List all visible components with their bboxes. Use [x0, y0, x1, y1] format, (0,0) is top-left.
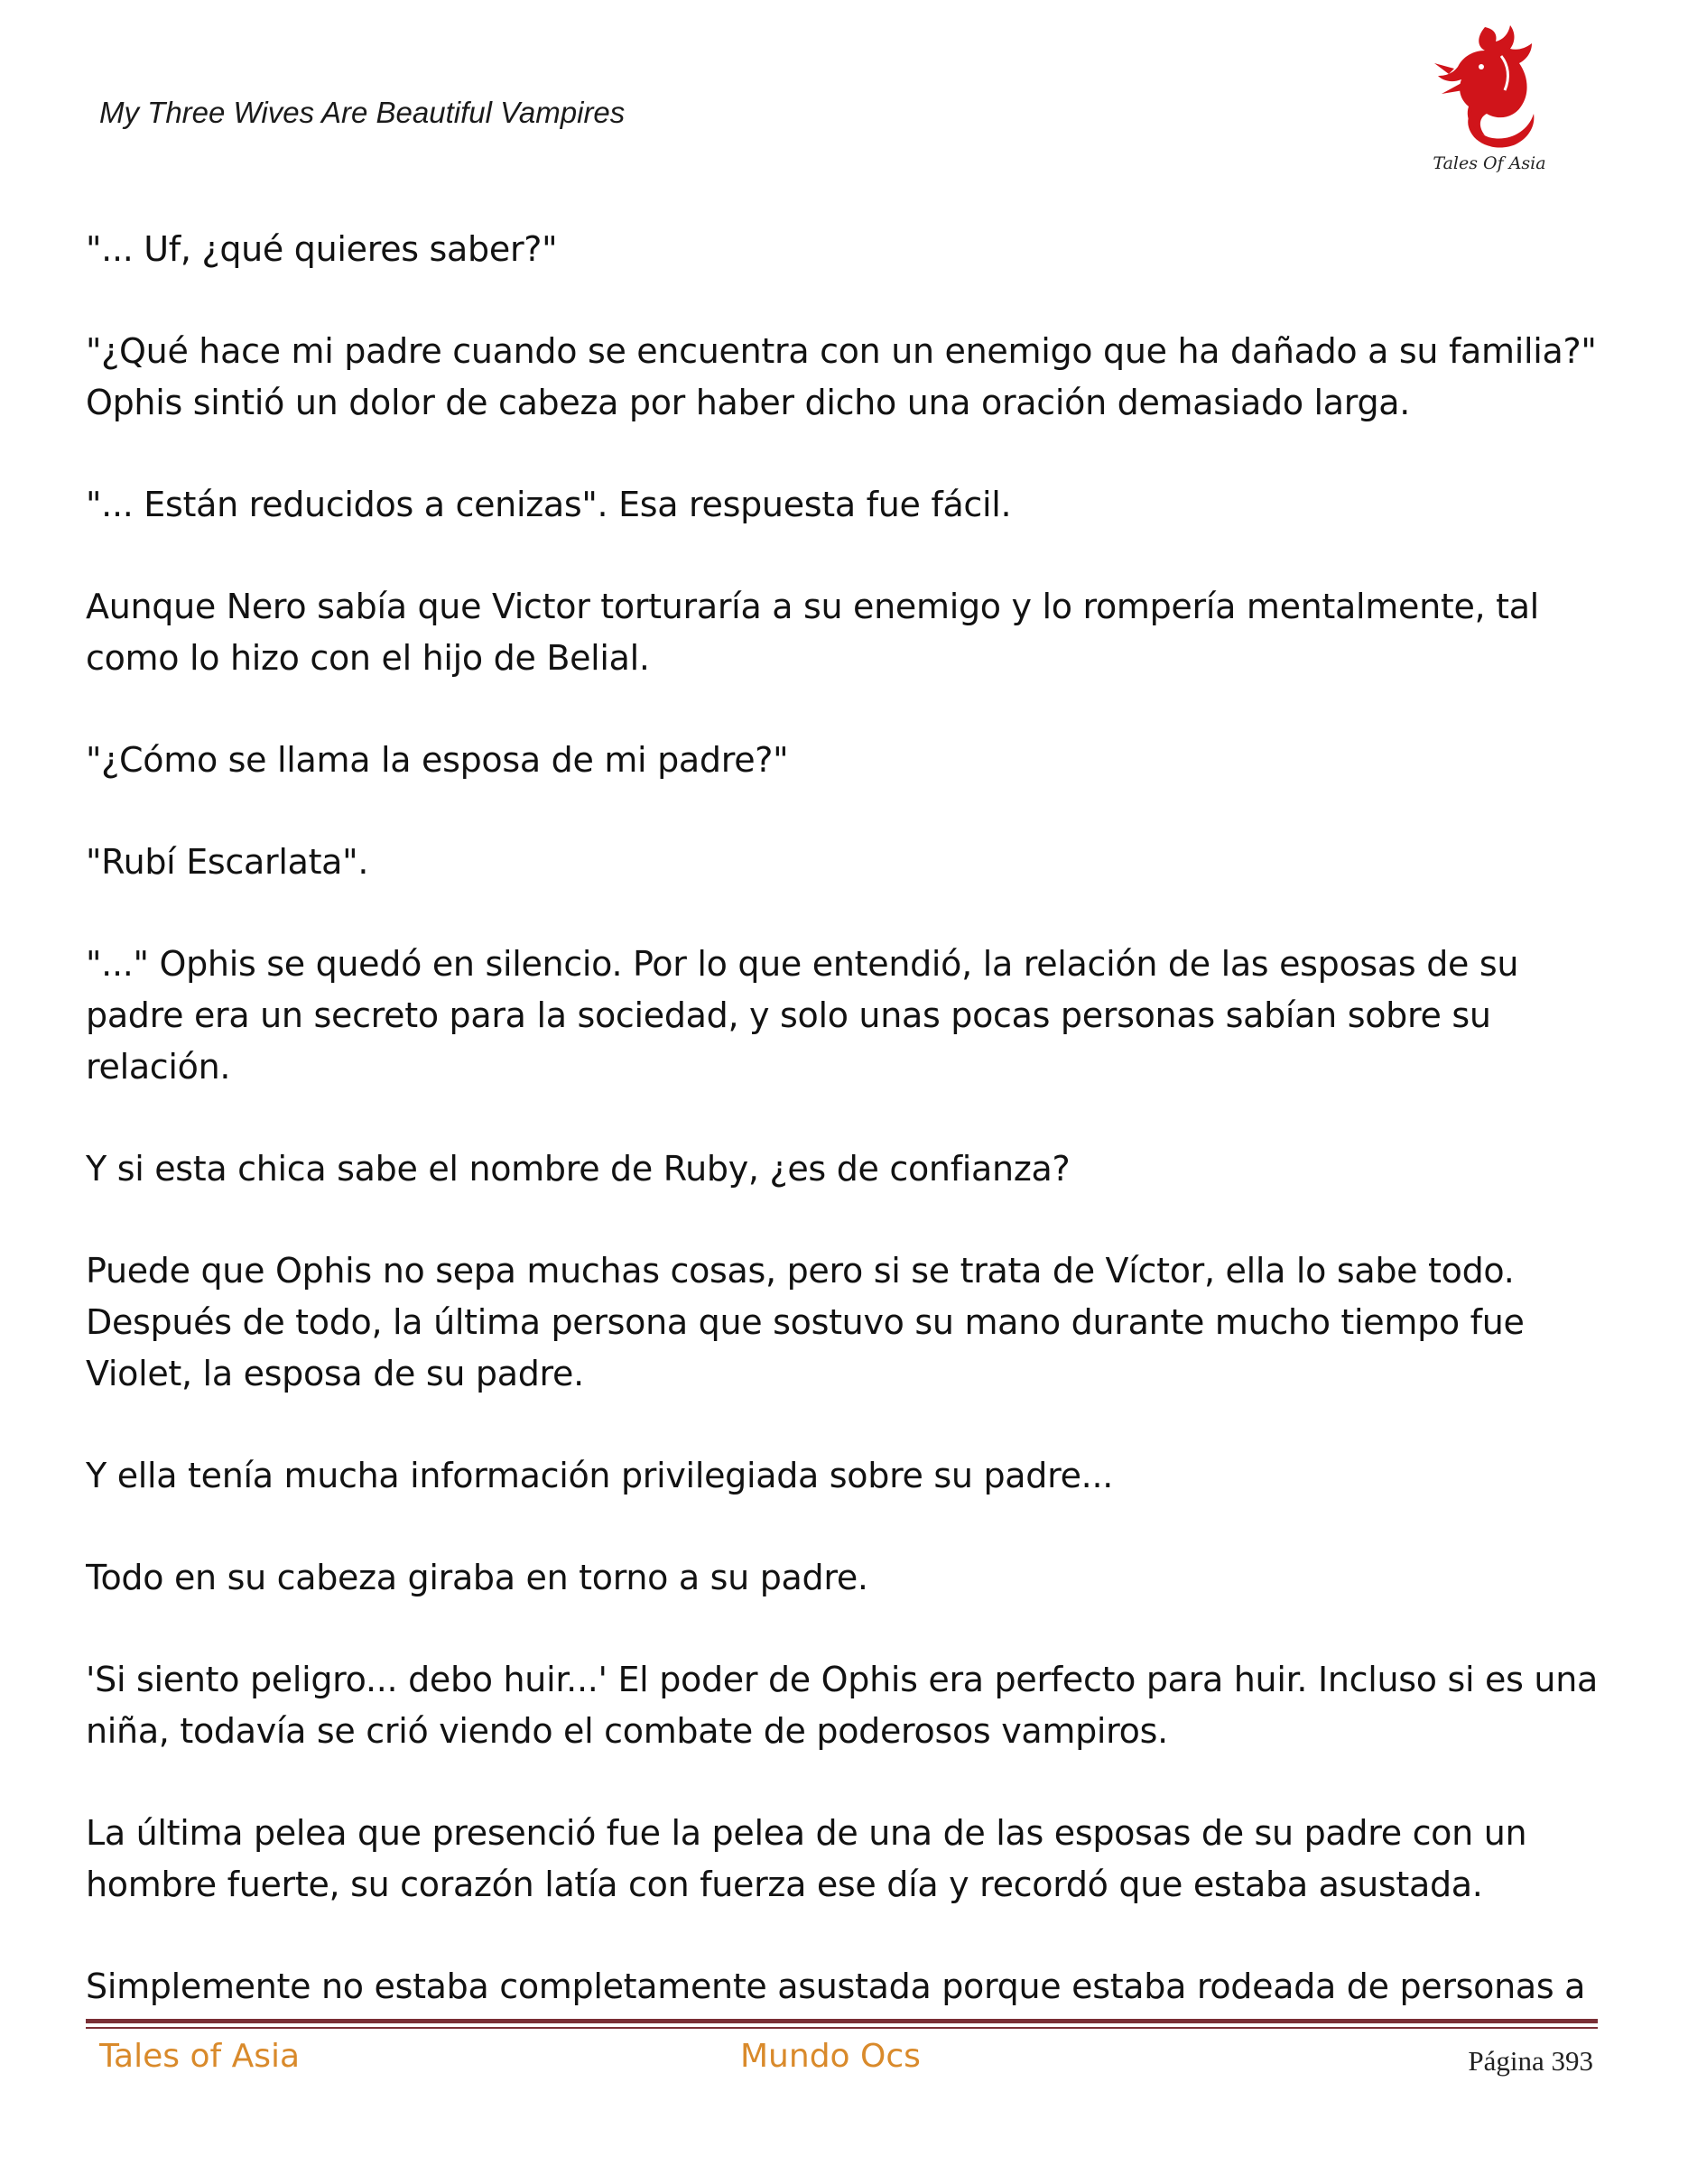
- footer-rule-thin: [86, 2027, 1598, 2029]
- paragraph: Aunque Nero sabía que Victor torturaría a su enemigo y lo rompería mentalmente, tal como lo hizo con el hijo de Belial.: [86, 587, 1539, 678]
- document-header-title: My Three Wives Are Beautiful Vampires: [99, 96, 626, 129]
- logo-text: Tales Of Asia: [1433, 153, 1546, 173]
- paragraph: "¿Cómo se llama la esposa de mi padre?": [86, 740, 789, 780]
- paragraph: "¿Qué hace mi padre cuando se encuentra con un enemigo que ha dañado a su familia?" Ophis sintió un dolor de cabeza por haber dicho una oración demasiado larga.: [86, 331, 1597, 422]
- paragraph: Y si esta chica sabe el nombre de Ruby, ¿es de confianza?: [86, 1149, 1071, 1189]
- paragraph: Y ella tenía mucha información privilegiada sobre su padre...: [86, 1456, 1114, 1495]
- paragraph: "... Uf, ¿qué quieres saber?": [86, 229, 558, 269]
- paragraph: "... Están reducidos a cenizas". Esa respuesta fue fácil.: [86, 485, 1012, 524]
- footer-rule: [86, 2019, 1598, 2023]
- paragraph: "..." Ophis se quedó en silencio. Por lo que entendió, la relación de las esposas de su padre era un secreto para la sociedad, y solo unas pocas personas sabían sobre su relación.: [86, 944, 1519, 1087]
- paragraph: 'Si siento peligro... debo huir...' El poder de Ophis era perfecto para huir. Incluso si es una niña, todavía se crió viendo el combate de poderosos vampiros.: [86, 1660, 1598, 1751]
- document-body: [86, 224, 1611, 2011]
- footer-translator: Mundo Ocs: [740, 2038, 921, 2075]
- paragraph: La última pelea que presenció fue la pelea de una de las esposas de su padre con un hombre fuerte, su corazón latía con fuerza ese día y recordó que estaba asustada.: [86, 1813, 1527, 1904]
- paragraph: Puede que Ophis no sepa muchas cosas, pero si se trata de Víctor, ella lo sabe todo. Después de todo, la última persona que sostuvo su mano durante mucho tiempo fue Violet, la esposa de su padre.: [86, 1251, 1525, 1393]
- page-number: Página 393: [1468, 2045, 1593, 2077]
- red-dragon-icon: [1422, 20, 1557, 155]
- paragraph: Todo en su cabeza giraba en torno a su padre.: [86, 1558, 868, 1597]
- publisher-logo: [1422, 20, 1557, 182]
- footer-publisher: Tales of Asia: [99, 2038, 301, 2075]
- paragraph: Simplemente no estaba completamente asustada porque estaba rodeada de personas a: [86, 1967, 1586, 2006]
- paragraph: "Rubí Escarlata".: [86, 842, 369, 882]
